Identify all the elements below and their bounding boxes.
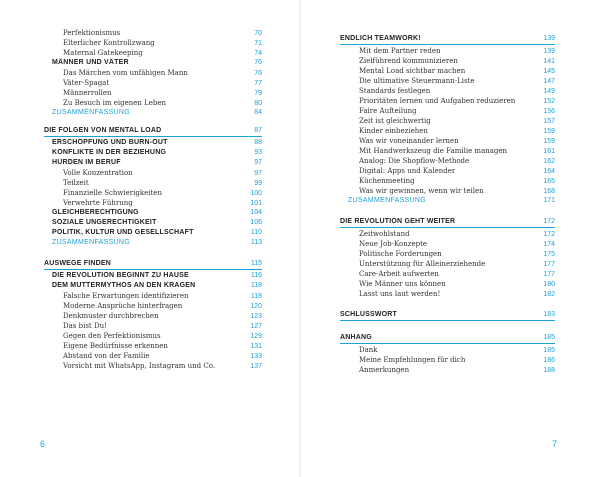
toc-entry-title: SOZIALE UNGERECHTIGKEIT [52, 219, 157, 226]
toc-entry [340, 146, 555, 156]
toc-entry-title: ERSCHÖPFUNG UND BURN-OUT [52, 139, 168, 146]
toc-entry-page: 110 [250, 229, 262, 236]
toc-entry [44, 341, 262, 351]
toc-entry-page: 87 [254, 127, 262, 134]
toc-entry-title: ENDLICH TEAMWORK! [340, 35, 421, 42]
toc-entry [44, 271, 262, 281]
toc-entry-title: Care-Arbeit aufwerten [359, 270, 439, 278]
toc-entry [340, 126, 555, 136]
toc-entry-page: 164 [543, 168, 555, 175]
toc-entry [44, 331, 262, 341]
toc-entry [44, 351, 262, 361]
toc-entry-page: 127 [250, 323, 262, 330]
toc-entry-title: Faire Aufteilung [359, 107, 417, 115]
toc-entry-title: Väter-Spagat [63, 79, 110, 87]
toc-entry [44, 361, 262, 371]
toc-entry-page: 185 [543, 334, 555, 341]
toc-entry-title: Das Märchen vom unfähigen Mann [63, 69, 188, 77]
toc-entry-title: Analog: Die Shopflow-Methode [359, 157, 470, 165]
toc-entry-title: Politische Forderungen [359, 250, 442, 258]
toc-entry-page: 97 [254, 170, 262, 177]
toc-entry-page: 106 [250, 219, 262, 226]
toc-entry [44, 218, 262, 228]
toc-entry-page: 137 [250, 363, 262, 370]
toc-entry [340, 289, 555, 299]
toc-entry-page: 182 [543, 291, 555, 298]
toc-entry [44, 78, 262, 88]
toc-entry-page: 80 [254, 100, 262, 107]
toc-entry-title: Digital: Apps und Kalender [359, 167, 456, 175]
toc-entry [340, 56, 555, 66]
page-number-left: 6 [40, 439, 46, 449]
toc-entry-title: Männerrollen [63, 89, 112, 97]
toc-entry [340, 355, 555, 365]
toc-entry [44, 68, 262, 78]
toc-entry [44, 138, 262, 148]
toc-entry-title: ZUSAMMENFASSUNG [52, 239, 131, 246]
toc-entry-title: Moderne Ansprüche hinterfragen [63, 302, 183, 310]
toc-entry-title: Denkmuster durchbrechen [63, 312, 159, 320]
toc-entry [44, 178, 262, 188]
toc-entry-page: 74 [254, 50, 262, 57]
toc-entry-title: Mit dem Partner reden [359, 47, 441, 55]
toc-entry-page: 174 [543, 241, 555, 248]
toc-entry-title: AUSWEGE FINDEN [44, 260, 111, 267]
toc-entry-page: 104 [250, 209, 262, 216]
toc-entry [340, 279, 555, 289]
toc-entry [340, 176, 555, 186]
toc-entry-page: 88 [254, 139, 262, 146]
toc-entry-page: 162 [543, 158, 555, 165]
toc-entry [340, 239, 555, 249]
toc-entry-page: 120 [250, 303, 262, 310]
toc-entry-title: Lasst uns laut werden! [359, 290, 441, 298]
toc-entry-title: Was wir gewinnen, wenn wir teilen [359, 187, 484, 195]
toc-entry-page: 159 [543, 138, 555, 145]
toc-entry-page: 177 [543, 261, 555, 268]
toc-entry-title: Küchenmeeting [359, 177, 415, 185]
toc-entry-page: 84 [254, 109, 262, 116]
toc-entry [44, 198, 262, 208]
toc-entry-title: Prioritäten lernen und Aufgaben reduzieren [359, 97, 516, 105]
toc-entry-title: Mit Handwerkszeug die Familie managen [359, 147, 508, 155]
toc-entry [44, 291, 262, 301]
toc-entry-page: 149 [543, 88, 555, 95]
toc-entry [340, 166, 555, 176]
toc-entry-page: 152 [543, 98, 555, 105]
toc-entry-title: DIE REVOLUTION BEGINNT ZU HAUSE [52, 272, 189, 279]
toc-entry-page: 186 [543, 357, 555, 364]
toc-entry-title: Was wir voneinander lernen [359, 137, 459, 145]
toc-entry [340, 310, 555, 321]
toc-entry-title: Teilzeit [63, 179, 89, 187]
toc-entry-title: Zeitwohlstand [359, 230, 410, 238]
toc-entry [340, 136, 555, 146]
toc-entry [44, 148, 262, 158]
toc-entry-title: SCHLUSSWORT [340, 311, 398, 318]
toc-entry-title: Unterstützung für Alleinerziehende [359, 260, 486, 268]
toc-entry-page: 183 [543, 311, 555, 318]
toc-entry-title: ZUSAMMENFASSUNG [52, 109, 131, 116]
toc-entry-page: 139 [543, 48, 555, 55]
toc-entry-page: 180 [543, 281, 555, 288]
toc-entry [340, 46, 555, 56]
toc-entry-title: Perfektionismus [63, 29, 121, 37]
toc-entry [44, 38, 262, 48]
toc-entry [340, 269, 555, 279]
toc-entry-title: Kinder einbeziehen [359, 127, 428, 135]
toc-entry [340, 249, 555, 259]
toc-entry-title: Zeit ist gleichwertig [359, 117, 431, 125]
toc-entry-page: 188 [543, 367, 555, 374]
page-number-right: 7 [552, 439, 558, 449]
toc-entry [340, 217, 555, 228]
right-page [300, 0, 600, 477]
toc-entry-page: 175 [543, 251, 555, 258]
toc-entry-page: 171 [543, 197, 555, 204]
toc-entry [340, 229, 555, 239]
toc-entry-page: 133 [250, 353, 262, 360]
toc-entry-title: Maternal Gatekeeping [63, 49, 143, 57]
toc-entry-title: HÜRDEN IM BERUF [52, 159, 121, 166]
toc-entry [44, 98, 262, 108]
toc-entry-title: KONFLIKTE IN DER BEZIEHUNG [52, 149, 167, 156]
toc-entry [44, 281, 262, 291]
toc-entry [340, 96, 555, 106]
toc-entry-title: Anmerkungen [359, 366, 410, 374]
toc-entry-page: 131 [250, 343, 262, 350]
toc-entry-page: 172 [543, 218, 555, 225]
toc-entry-page: 115 [250, 260, 262, 267]
toc-entry-page: 165 [543, 178, 555, 185]
toc-entry [340, 186, 555, 196]
toc-entry-title: Volle Konzentration [63, 169, 133, 177]
toc-entry-page: 161 [543, 148, 555, 155]
toc-entry [340, 345, 555, 355]
toc-entry [44, 311, 262, 321]
toc-entry-page: 157 [543, 118, 555, 125]
toc-entry-title: Eigene Bedürfnisse erkennen [63, 342, 168, 350]
toc-entry [44, 168, 262, 178]
toc-entry-page: 159 [543, 128, 555, 135]
toc-entry [340, 106, 555, 116]
toc-entry-title: Wie Männer uns können [359, 280, 446, 288]
toc-entry-title: Abstand von der Familie [63, 352, 150, 360]
toc-entry-page: 113 [250, 239, 262, 246]
toc-entry-title: Verwehrte Führung [63, 199, 133, 207]
toc-entry [340, 196, 555, 206]
toc-entry-title: Zielführend kommunizieren [359, 57, 458, 65]
toc-entry-title: Standards festlegen [359, 87, 431, 95]
toc-entry-page: 118 [250, 282, 262, 289]
toc-entry [44, 238, 262, 248]
toc-entry-page: 99 [254, 180, 262, 187]
toc-entry [44, 108, 262, 118]
toc-entry-title: Finanzielle Schwierigkeiten [63, 189, 162, 197]
toc-entry-title: Meine Empfehlungen für dich [359, 356, 466, 364]
toc-entry-page: 93 [254, 149, 262, 156]
toc-entry-page: 177 [543, 271, 555, 278]
toc-entry-page: 116 [250, 272, 262, 279]
toc-entry-page: 139 [543, 35, 555, 42]
toc-entry [44, 301, 262, 311]
toc-entry-title: POLITIK, KULTUR UND GESELLSCHAFT [52, 229, 194, 236]
toc-entry-title: Mental Load sichtbar machen [359, 67, 466, 75]
toc-entry-title: DEM MUTTERMYTHOS AN DEN KRAGEN [52, 282, 196, 289]
toc-entry-page: 101 [250, 200, 262, 207]
toc-entry-title: Falsche Erwartungen identifizieren [63, 292, 189, 300]
toc-entry-title: DIE FOLGEN VON MENTAL LOAD [44, 127, 162, 134]
toc-entry [44, 188, 262, 198]
toc-entry [340, 66, 555, 76]
toc-entry-page: 97 [254, 159, 262, 166]
toc-entry-page: 145 [543, 68, 555, 75]
toc-entry-page: 141 [543, 58, 555, 65]
toc-entry [340, 259, 555, 269]
toc-entry [340, 116, 555, 126]
toc-entry-page: 156 [543, 108, 555, 115]
toc-entry-title: DIE REVOLUTION GEHT WEITER [340, 218, 456, 225]
toc-entry [44, 88, 262, 98]
toc-entry-title: Gegen den Perfektionismus [63, 332, 161, 340]
toc-entry [44, 321, 262, 331]
toc-entry [44, 28, 262, 38]
toc-entry [340, 365, 555, 375]
toc-entry-title: Das bist Du! [63, 322, 107, 330]
toc-entry-page: 129 [250, 333, 262, 340]
toc-entry-page: 118 [250, 293, 262, 300]
toc-entry-title: Die ultimative Steuermann-Liste [359, 77, 475, 85]
toc-entry-title: ZUSAMMENFASSUNG [348, 197, 427, 204]
toc-entry-title: GLEICHBERECHTIGUNG [52, 209, 139, 216]
toc-entry [44, 58, 262, 68]
toc-entry-page: 100 [250, 190, 262, 197]
toc-entry [340, 333, 555, 344]
toc-entry-page: 77 [254, 80, 262, 87]
toc-entry-title: Dank [359, 346, 378, 354]
toc-entry-title: ANHANG [340, 334, 372, 341]
toc-entry-title: Elterlicher Kontrollzwang [63, 39, 155, 47]
toc-entry-page: 76 [254, 59, 262, 66]
toc-entry-page: 71 [254, 40, 262, 47]
toc-entry-page: 185 [543, 347, 555, 354]
toc-entry [44, 228, 262, 238]
toc-entry-page: 147 [543, 78, 555, 85]
toc-entry-page: 79 [254, 90, 262, 97]
toc-entry-page: 123 [250, 313, 262, 320]
toc-entry [44, 158, 262, 168]
toc-entry-page: 168 [543, 188, 555, 195]
toc-entry [44, 208, 262, 218]
toc-entry [44, 126, 262, 137]
toc-entry [340, 76, 555, 86]
toc-entry [340, 34, 555, 45]
toc-entry [340, 156, 555, 166]
toc-entry-title: Zu Besuch im eigenen Leben [63, 99, 167, 107]
toc-entry-title: Neue Job-Konzepte [359, 240, 428, 248]
toc-entry [44, 48, 262, 58]
toc-entry-page: 70 [254, 30, 262, 37]
toc-entry-title: MÄNNER UND VÄTER [52, 59, 129, 66]
toc-entry-page: 172 [543, 231, 555, 238]
toc-entry-page: 76 [254, 70, 262, 77]
toc-entry-title: Vorsicht mit WhatsApp, Instagram und Co. [63, 362, 216, 370]
toc-entry [340, 86, 555, 96]
toc-entry [44, 259, 262, 270]
